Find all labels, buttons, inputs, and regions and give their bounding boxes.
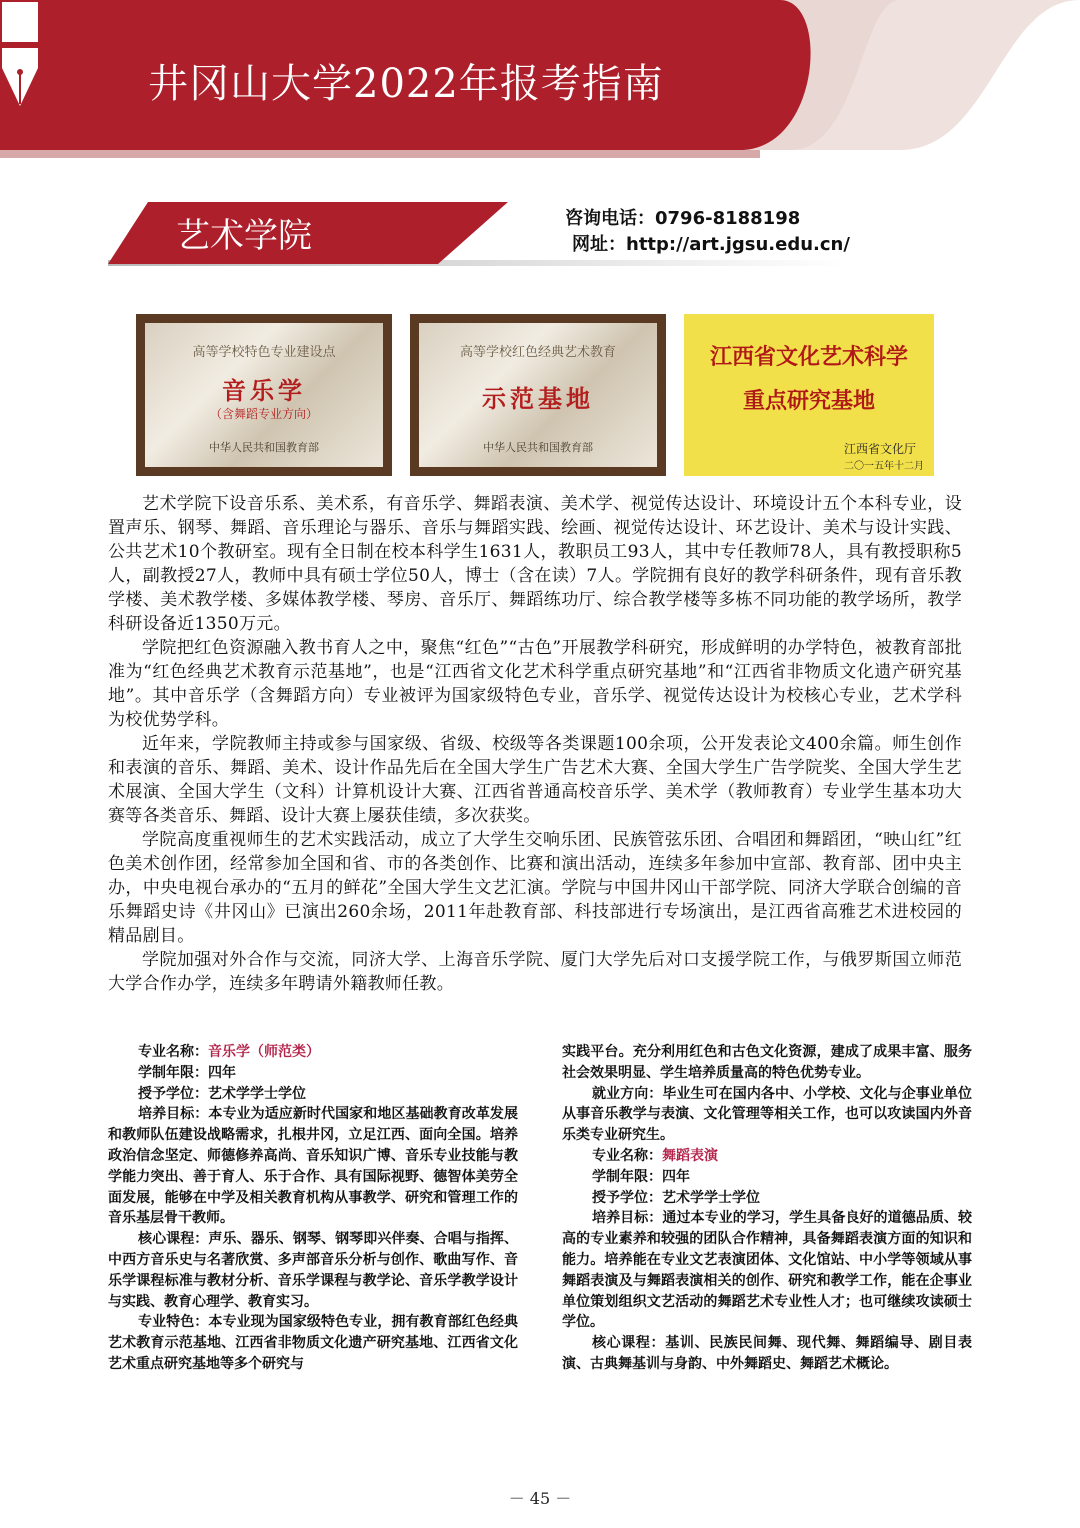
major-years: 四年 — [662, 1168, 690, 1185]
pen-nib-icon — [0, 0, 40, 110]
label: 学制年限： — [138, 1064, 208, 1081]
major-degree: 艺术学学士学位 — [662, 1189, 760, 1206]
major-degree-row — [562, 1188, 972, 1209]
plaque-main-text: 江西省文化艺术科学 — [709, 344, 908, 370]
major-years: 四年 — [208, 1064, 236, 1081]
intro-paragraph: 艺术学院下设音乐系、美术系，有音乐学、舞蹈表演、美术学、视觉传达设计、环境设计五个本科专业，设置声乐、钢琴、舞蹈、音乐理论与器乐、音乐与舞蹈实践、绘画、视觉传达设计、环艺设计、美术与设计实践、公共艺术10个教研室。现有全日制在校本科学生1631人，教职员工93人，其中专任教师78人，具有教授职称5人，副教授27人，教师中具有硕士学位50人，博士（含在读）7人。学院拥有良好的教学科研条件，现有音乐教学楼、美术教学楼、多媒体教学楼、琴房、音乐厅、舞蹈练功厅、综合教学楼等多栋不同功能的教学场所，教学科研设备近1350万元。 — [108, 494, 962, 634]
major-degree: 艺术学学士学位 — [208, 1085, 306, 1102]
intro-paragraph: 学院高度重视师生的艺术实践活动，成立了大学生交响乐团、民族管弦乐团、合唱团和舞蹈团，“映山红”红色美术创作团，经常参加全国和省、市的各类创作、比赛和演出活动，连续多年参加中宣部、教育部、团中央主办，中央电视台承办的“五月的鲜花”全国大学生文艺汇演。学院与中国井冈山干部学院、同济大学联合创编的音乐舞蹈史诗《井冈山》已演出260余场，2011年赴教育部、科技部进行专场演出，是江西省高雅艺术进校园的精品剧目。 — [108, 830, 962, 946]
label: 学制年限： — [592, 1168, 662, 1185]
major-feature-row — [108, 1312, 518, 1374]
plaque-sub-text: （含舞蹈专业方向） — [209, 407, 318, 421]
plaque-photo-demo-base — [410, 314, 666, 476]
plaque-heading: 高等学校特色专业建设点 — [192, 345, 336, 360]
plaque-photo-music-program — [136, 314, 392, 476]
label: 专业名称： — [592, 1147, 662, 1164]
plaque-main-text: 音乐学 — [222, 376, 306, 405]
plaque-issuer: 中华人民共和国教育部 — [483, 441, 593, 454]
plaque-heading: 高等学校红色经典艺术教育 — [459, 345, 616, 360]
college-introduction — [108, 492, 962, 996]
major-courses: 声乐、器乐、钢琴、钢琴即兴伴奏、合唱与指挥、中西方音乐史与名著欣赏、多声部音乐分析与创作、歌曲写作、音乐学课程标准与教材分析、音乐学课程与教学论、音乐学教学设计与实践、教育心理学、教育实习。 — [108, 1231, 519, 1310]
header-banner — [0, 0, 1080, 160]
label: 培养目标： — [592, 1210, 663, 1227]
contact-website: 网址：http://art.jgsu.edu.cn/ — [572, 234, 850, 255]
section-title: 艺术学院 — [176, 216, 312, 256]
major-courses: 基训、民族民间舞、现代舞、舞蹈编导、剧目表演、古典舞基训与身韵、中外舞蹈史、舞蹈艺术概论。 — [562, 1335, 973, 1372]
intro-paragraph: 近年来，学院教师主持或参与国家级、省级、校级等各类课题100余项，公开发表论文400余篇。师生创作和表演的音乐、舞蹈、美术、设计作品先后在全国大学生广告艺术大赛、全国大学生广告学院奖、全国大学生艺术展演、全国大学生（文科）计算机设计大赛、江西省普通高校音乐学、美术学（教师教育）专业学生基本功大赛等各类音乐、舞蹈、设计大赛上屡获佳绩，多次获奖。 — [108, 734, 962, 826]
page-number: － 45 － — [508, 1489, 572, 1508]
major-career-row — [562, 1084, 972, 1146]
label: 核心课程： — [138, 1231, 209, 1248]
intro-paragraph: 学院加强对外合作与交流，同济大学、上海音乐学院、厦门大学先后对口支援学院工作，与俄罗斯国立师范大学合作办学，连续多年聘请外籍教师任教。 — [108, 950, 962, 994]
plaque-issuer: 中华人民共和国教育部 — [209, 441, 319, 454]
plaque-main-text: 示范基地 — [482, 384, 594, 413]
plaque-photo-research-base — [684, 314, 934, 476]
major-name: 音乐学（师范类） — [208, 1044, 320, 1060]
plaque-main-text-2: 重点研究基地 — [742, 388, 875, 414]
label: 就业方向： — [592, 1085, 663, 1102]
label: 授予学位： — [138, 1085, 208, 1102]
major-feature: 本专业现为国家级特色专业，拥有教育部红色经典艺术教育示范基地、江西省非物质文化遗产研究基地、江西省文化艺术重点研究基地等多个研究与 — [108, 1314, 519, 1372]
major-degree-row — [108, 1084, 518, 1105]
major-goal: 通过本专业的学习，学生具备良好的道德品质、较高的专业素养和较强的团队合作精神，具备舞蹈表演方面的知识和能力。培养能在专业文艺表演团体、文化馆站、中小学等领域从事舞蹈表演及与舞蹈表演相关的创作、研究和教学工作，能在企事业单位策划组织文艺活动的舞蹈艺术专业性人才；也可继续攻读硕士学位。 — [562, 1210, 973, 1331]
major-goal-row — [108, 1104, 518, 1229]
major-name-row — [108, 1042, 518, 1063]
contact-phone: 咨询电话：0796-8188198 — [565, 208, 801, 229]
major-feature-cont: 实践平台。充分利用红色和古色文化资源，建成了成果丰富、服务社会效果明显、学生培养质量高的特色优势专业。 — [562, 1044, 972, 1081]
label: 专业特色： — [138, 1314, 209, 1331]
label: 专业名称： — [138, 1044, 208, 1060]
label: 培养目标： — [138, 1106, 209, 1123]
intro-paragraph: 学院把红色资源融入教书育人之中，聚焦“红色”“古色”开展教学科研究，形成鲜明的办学特色，被教育部批准为“红色经典艺术教育示范基地”，也是“江西省文化艺术科学重点研究基地”和“江西省非物质文化遗产研究基地”。其中音乐学（含舞蹈方向）专业被评为国家级特色专业，音乐学、视觉传达设计为校核心专业，艺术学科为校优势学科。 — [108, 638, 962, 730]
plaque-issuer: 江西省文化厅 — [844, 442, 917, 456]
major-years-row — [108, 1063, 518, 1084]
major-courses-row — [562, 1333, 972, 1375]
major-name-row — [562, 1146, 972, 1167]
plaque-date: 二〇一五年十二月 — [844, 461, 924, 472]
major-goal: 本专业为适应新时代国家和地区基础教育改革发展和教师队伍建设战略需求，扎根井冈，立足江西、面向全国。培养政治信念坚定、师德修养高尚、音乐知识广博、音乐专业技能与教学能力突出、善于育人、乐于合作、具有国际视野、德智体美劳全面发展，能够在中学及相关教育机构从事教学、研究和管理工作的音乐基层骨干教师。 — [108, 1106, 519, 1227]
major-courses-row — [108, 1229, 518, 1312]
label: 核心课程： — [592, 1335, 666, 1352]
major-years-row — [562, 1167, 972, 1188]
major-career: 毕业生可在国内各中、小学校、文化与企事业单位从事音乐教学与表演、文化管理等相关工作，也可以攻读国内外音乐类专业研究生。 — [562, 1085, 973, 1144]
major-goal-row — [562, 1208, 972, 1333]
major-music-column — [108, 1042, 518, 1375]
major-feature-continued — [562, 1042, 972, 1084]
major-name: 舞蹈表演 — [662, 1147, 718, 1164]
major-dance-column — [562, 1042, 972, 1375]
document-title: 井冈山大学2022年报考指南 — [148, 61, 664, 107]
label: 授予学位： — [592, 1189, 662, 1206]
